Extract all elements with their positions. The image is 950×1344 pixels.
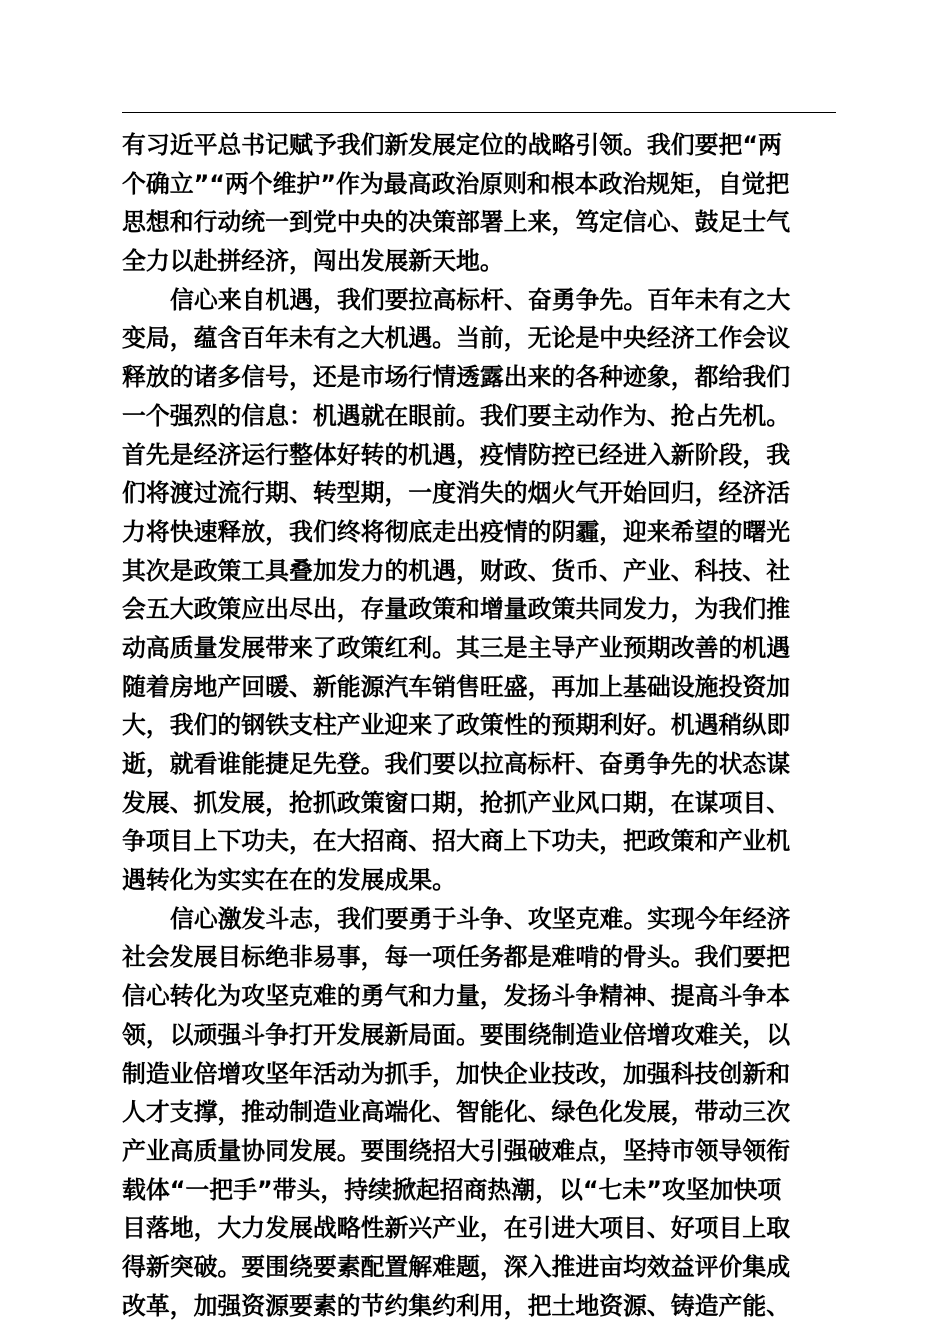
text-line: 全力以赴拼经济，闯出发展新天地。 (122, 247, 504, 276)
text-line: 首先是经济运行整体好转的机遇，疫情防控已经进入新阶段，我 (122, 440, 791, 469)
text-line: 会五大政策应出尽出，存量政策和增量政策共同发力，为我们推 (122, 595, 791, 624)
text-line: 产业高质量协同发展。要围绕招大引强破难点，坚持市领导领衔 (122, 1136, 791, 1165)
text-line: 动高质量发展带来了政策红利。其三是主导产业预期改善的机遇 (122, 633, 791, 662)
text-line: 得新突破。要围绕要素配置解难题，深入推进亩均效益评价集成 (122, 1252, 791, 1281)
text-line: 信心激发斗志，我们要勇于斗争、攻坚克难。实现今年经济 (170, 904, 791, 933)
text-line: 载体“一把手”带头，持续掀起招商热潮，以“七未”攻坚加快项 (122, 1175, 782, 1204)
text-line: 领，以顽强斗争打开发展新局面。要围绕制造业倍增攻难关，以 (122, 1020, 791, 1049)
text-line: 人才支撑，推动制造业高端化、智能化、绿色化发展，带动三次 (122, 1098, 791, 1127)
body-text (122, 126, 842, 1325)
text-line: 变局，蕴含百年未有之大机遇。当前，无论是中央经济工作会议 (122, 324, 791, 353)
text-line: 逝，就看谁能捷足先登。我们要以拉高标杆、奋勇争先的状态谋 (122, 750, 791, 778)
text-line: 信心来自机遇，我们要拉高标杆、奋勇争先。百年未有之大 (170, 285, 791, 314)
text-line: 个确立”“两个维护”作为最高政治原则和根本政治规矩，自觉把 (122, 169, 790, 198)
text-line: 力将快速释放，我们终将彻底走出疫情的阴霾，迎来希望的曙光 (122, 517, 791, 546)
text-line: 社会发展目标绝非易事，每一项任务都是难啃的骨头。我们要把 (122, 943, 791, 972)
text-line: 随着房地产回暖、新能源汽车销售旺盛，再加上基础设施投资加 (122, 672, 791, 701)
text-line: 大，我们的钢铁支柱产业迎来了政策性的预期利好。机遇稍纵即 (122, 711, 791, 740)
text-line: 目落地，大力发展战略性新兴产业，在引进大项目、好项目上取 (122, 1214, 791, 1243)
text-line: 一个强烈的信息：机遇就在眼前。我们要主动作为、抢占先机。 (122, 401, 791, 430)
text-line: 制造业倍增攻坚年活动为抓手，加快企业技改，加强科技创新和 (122, 1059, 791, 1088)
text-line: 们将渡过流行期、转型期，一度消失的烟火气开始回归，经济活 (122, 479, 791, 508)
header-rule (122, 112, 836, 113)
text-line: 有习近平总书记赋予我们新发展定位的战略引领。我们要把“两 (122, 131, 782, 159)
text-line: 发展、抓发展，抢抓政策窗口期，抢抓产业风口期，在谋项目、 (122, 788, 791, 817)
text-line: 争项目上下功夫，在大招商、招大商上下功夫，把政策和产业机 (122, 827, 791, 856)
text-line: 遇转化为实实在在的发展成果。 (122, 866, 457, 895)
text-line: 思想和行动统一到党中央的决策部署上来，笃定信心、鼓足士气 (122, 208, 791, 237)
text-line: 其次是政策工具叠加发力的机遇，财政、货币、产业、科技、社 (122, 556, 791, 585)
text-line: 信心转化为攻坚克难的勇气和力量，发扬斗争精神、提高斗争本 (122, 982, 791, 1011)
text-line: 改革，加强资源要素的节约集约利用，把土地资源、铸造产能、 (122, 1291, 791, 1320)
text-line: 释放的诸多信号，还是市场行情透露出来的各种迹象，都给我们 (122, 363, 791, 392)
